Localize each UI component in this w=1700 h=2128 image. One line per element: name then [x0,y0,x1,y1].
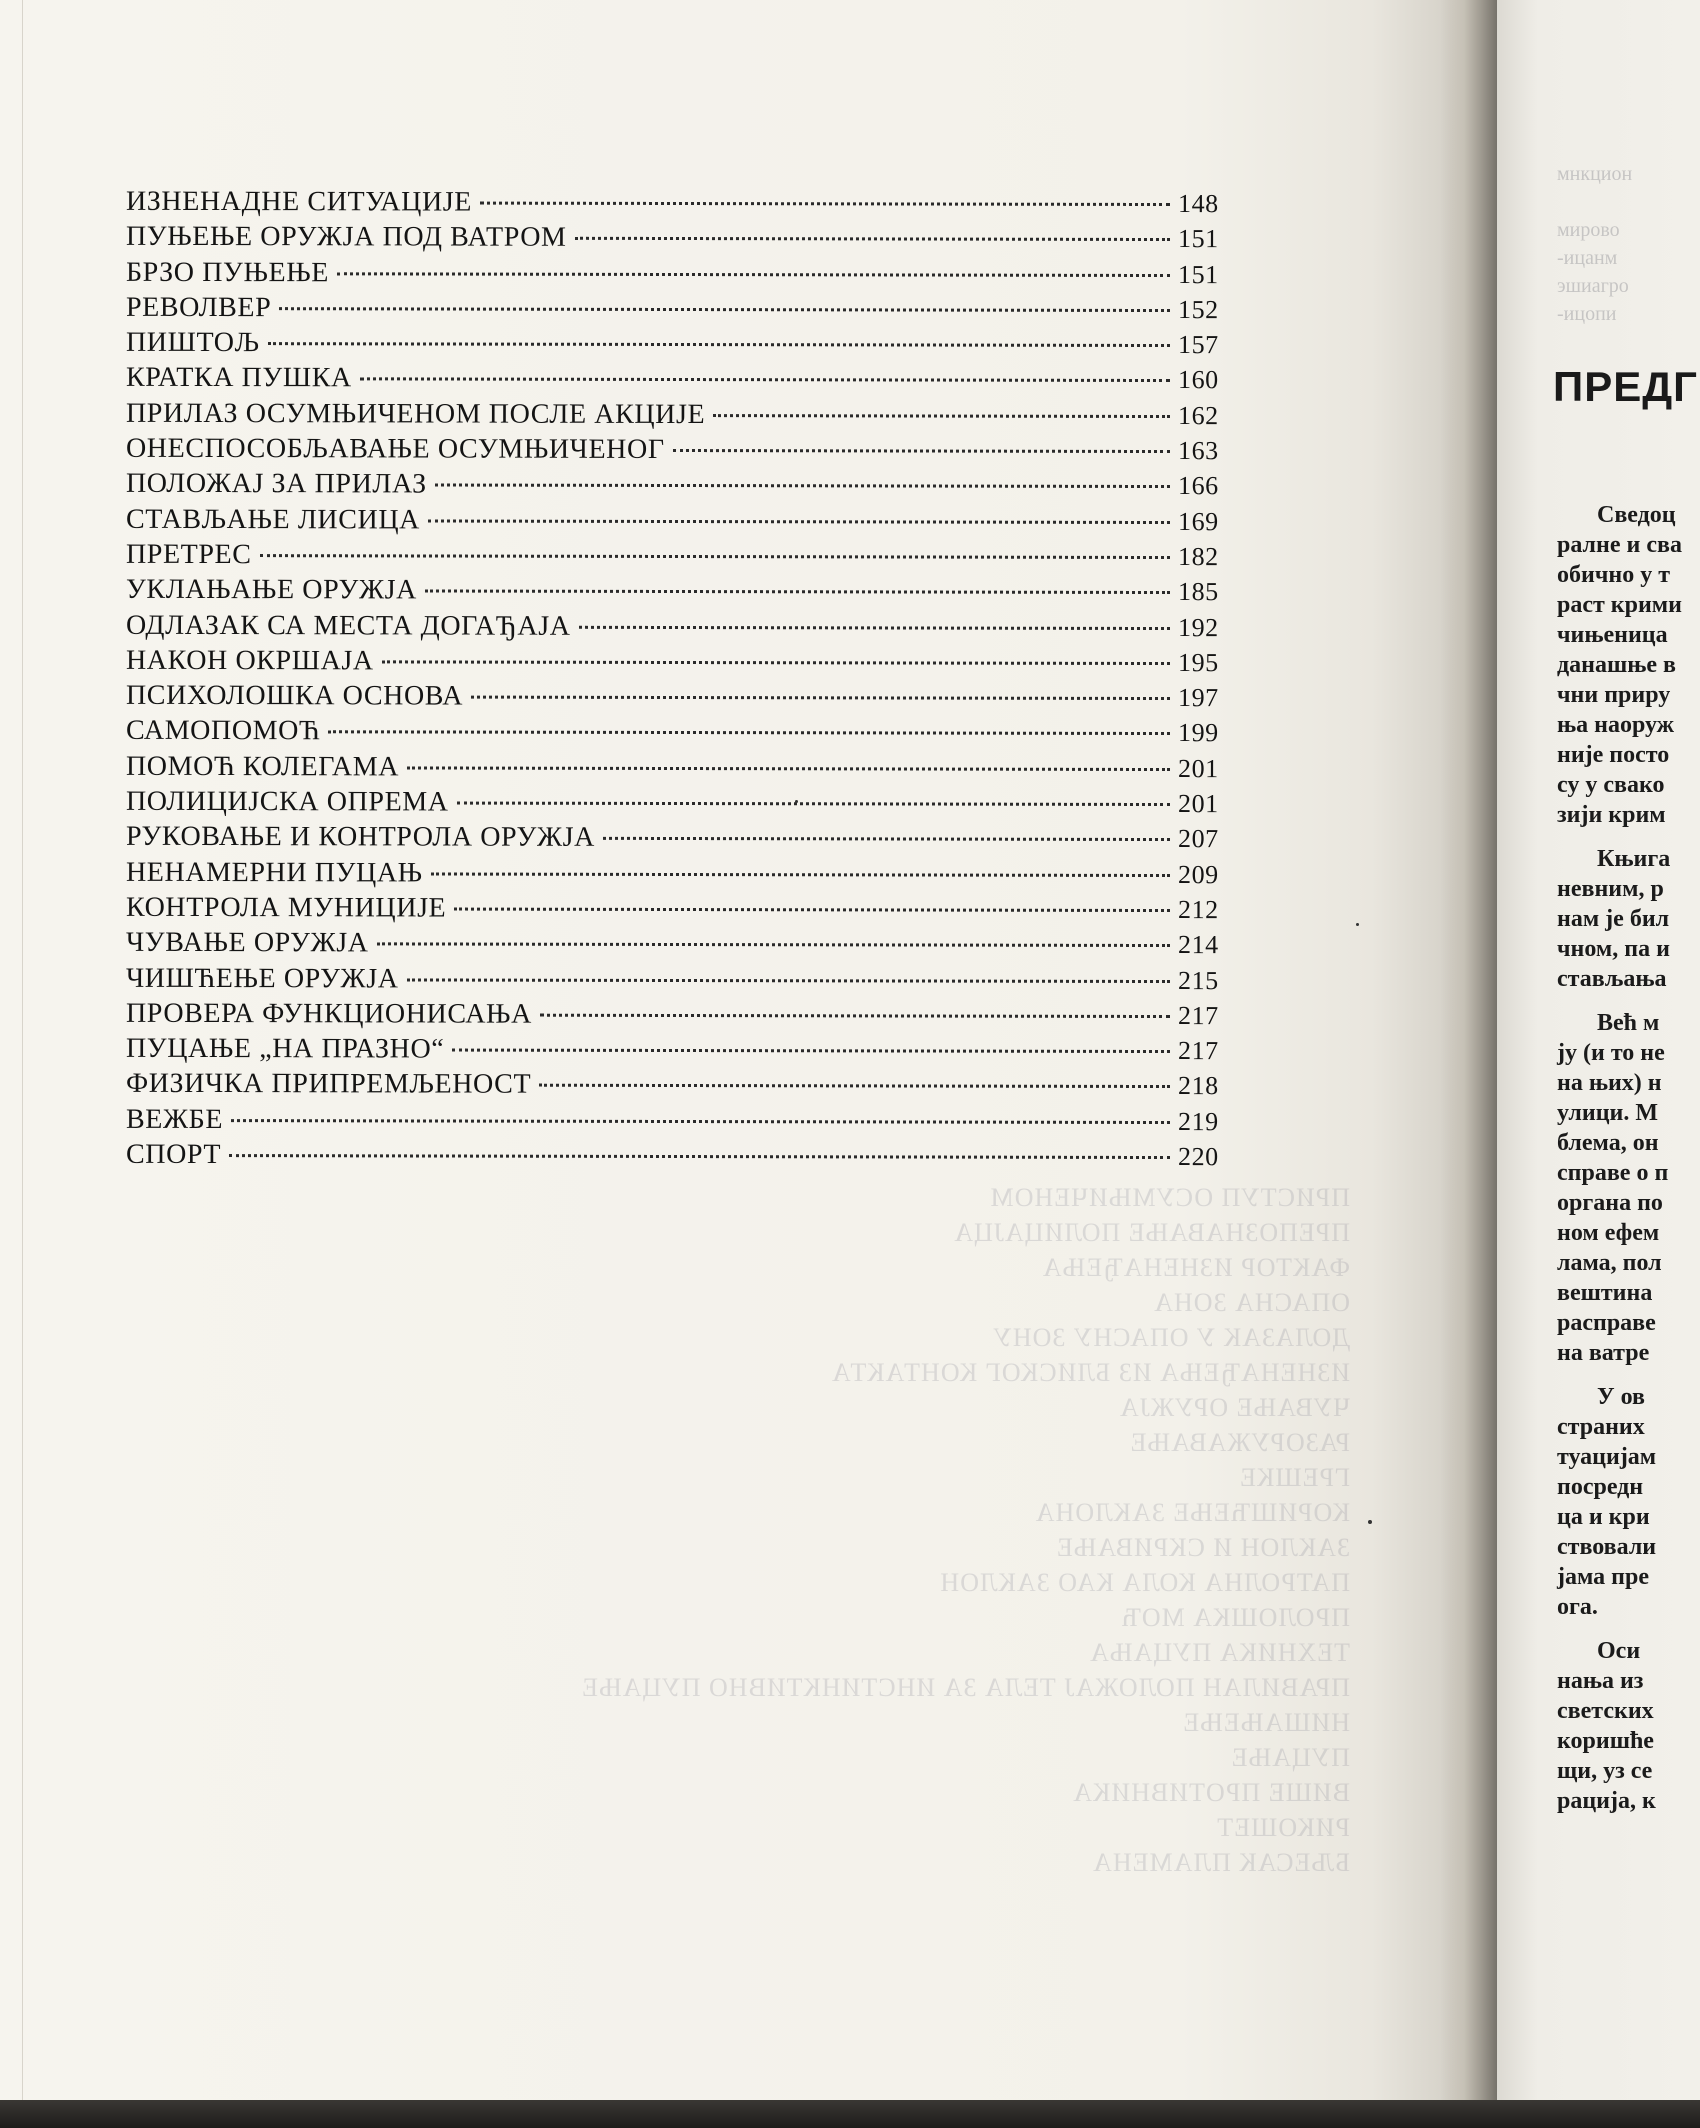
show-through-text: мнкцион мирово -ицанм эшиагро -ицопи [1557,163,1633,325]
toc-entry-page-number: 215 [1177,965,1219,995]
show-through-text: ПРИСТУП ОСУМЊИЧЕНОМ ПРЕПОЗНАВАЊЕ ПОЛИЦАЈЦА ФАКТОР ИЗНЕНАЂЕЊА ОПАСНА ЗОНА ДОЛАЗАК У ОПАСНУ ЗОНУ ИЗНЕНАЂЕЊА ИЗ БЛИСКОГ КОНТАКТА ЧУВАЊЕ ОРУЖЈА РАЗОРУЖАВАЊЕ ГРЕШКЕ КОРИШЋЕЊЕ ЗАКЛОНА ЗАКЛОН И СКРИВАЊЕ ПАТРОЛНА КОЛА КАО ЗАКЛОН ПРОЛОШКА МОЋ ТЕХНИКА ПУЦАЊА ПРАВИЛАН ПОЛОЖАЈ ТЕЛА ЗА ИНСТИНКТИВНО ПУЦАЊЕ НИШАЊЕЊЕ ПУЦАЊЕ ВИШЕ ПРОТИВНИКА РИКОШЕТ БЉЕСАК ПЛАМЕНА [581,1183,1350,1877]
text-line: нања из [1557,1668,1644,1694]
body-text [1557,500,1700,1816]
toc-entry-page-number: 151 [1177,259,1219,289]
text-line: није посто [1557,742,1670,768]
text-line: вештина [1557,1280,1653,1306]
dot-leader [431,872,1170,877]
right-page [1497,0,1700,2110]
text-line: ња наоруж [1557,712,1675,738]
toc-entry [126,398,1226,436]
toc-entry [126,256,1226,294]
toc-entry [126,856,1226,894]
toc-entry-page-number: 160 [1177,365,1219,395]
chapter-heading: ПРЕДГ [1553,363,1698,410]
toc-entry [126,468,1226,506]
toc-entry [126,715,1226,753]
toc-entry-title: ЧИШЋЕЊЕ ОРУЖЈА [125,962,399,994]
toc-entry [126,786,1226,824]
toc-entry [126,504,1226,542]
toc-entry-page-number: 220 [1177,1142,1219,1172]
dot-leader [260,554,1170,559]
dot-leader [579,625,1170,629]
dust-speck [1356,923,1359,926]
toc-entry-page-number: 169 [1177,506,1219,536]
dust-speck [795,800,798,803]
text-line: ју (и то не [1557,1040,1665,1066]
toc-entry [126,433,1226,471]
toc-entry-title: СПОРТ [125,1138,222,1171]
toc-entry-title: ВЕЖБЕ [125,1103,224,1135]
toc-entry-title: РУКОВАЊЕ И КОНТРОЛА ОРУЖЈА [125,821,596,854]
toc-entry-page-number: 212 [1177,894,1219,925]
text-line: Већ м [1597,1010,1660,1036]
text-line: су у свако [1557,772,1665,798]
dot-leader [452,1049,1170,1054]
toc-entry-page-number: 152 [1177,294,1219,325]
dot-leader [328,731,1170,736]
toc-entry-title: УКЛАЊАЊЕ ОРУЖЈА [125,574,418,606]
text-line: расправе [1557,1310,1656,1336]
toc-entry-title: СТАВЉАЊЕ ЛИСИЦА [125,503,421,536]
toc-entry [126,1139,1226,1177]
dot-leader [575,237,1170,241]
dot-leader [407,978,1170,983]
toc-entry [126,645,1226,683]
text-line: ралне и сва [1557,532,1682,558]
toc-entry-title: КОНТРОЛА МУНИЦИЈЕ [125,891,447,924]
toc-entry-page-number: 195 [1177,647,1219,677]
toc-entry-page-number: 218 [1177,1071,1219,1101]
text-line: органа по [1557,1190,1663,1216]
dot-leader [425,590,1170,595]
toc-entry-title: ПУЦАЊЕ „НА ПРАЗНО“ [125,1032,445,1065]
toc-entry-page-number: 197 [1177,683,1219,713]
toc-entry-page-number: 148 [1177,189,1219,219]
toc-entry-page-number: 163 [1177,436,1219,466]
toc-entry [126,1033,1226,1071]
text-line: на ватре [1557,1340,1650,1366]
scan-bottom-edge [0,2100,1700,2128]
toc-entry-title: ПУЊЕЊЕ ОРУЖЈА ПОД ВАТРОМ [125,221,567,254]
toc-entry [126,962,1226,1000]
text-line: нам је бил [1557,906,1670,932]
text-line: рација, к [1557,1788,1656,1814]
dust-speck [1368,1520,1372,1524]
dot-leader [231,1119,1170,1124]
toc-entry-page-number: 207 [1177,824,1219,854]
toc-entry-page-number: 166 [1177,471,1219,501]
dot-leader [229,1154,1170,1159]
text-line: данашње в [1557,652,1676,678]
dot-leader [435,484,1170,489]
text-line: ца и кри [1557,1504,1650,1530]
text-line: невним, р [1557,876,1664,902]
text-line: стављања [1557,966,1667,992]
toc-entry-title: НАКОН ОКРШАЈА [125,644,374,677]
text-line: ога. [1557,1594,1598,1620]
text-line: на њих) н [1557,1070,1662,1096]
dot-leader [377,943,1170,948]
dot-leader [337,272,1170,277]
toc-entry [126,821,1226,859]
toc-entry-title: ИЗНЕНАДНЕ СИТУАЦИЈЕ [125,185,473,218]
toc-entry-title: ЧУВАЊЕ ОРУЖЈА [125,927,369,959]
toc-entry-page-number: 199 [1177,718,1219,748]
text-line: ном ефем [1557,1220,1660,1246]
toc-entry-page-number: 157 [1177,330,1219,360]
toc-entry-page-number: 182 [1177,542,1219,572]
dot-leader [539,1084,1170,1088]
toc-entry [126,574,1226,612]
toc-entry [126,609,1226,647]
toc-entry-title: ПОЛОЖАЈ ЗА ПРИЛАЗ [125,468,427,500]
toc-entry-page-number: 192 [1177,612,1219,642]
toc-entry-title: ПРОВЕРА ФУНКЦИОНИСАЊА [125,997,532,1030]
text-line: светских [1557,1698,1654,1724]
text-line: справе о п [1557,1160,1669,1186]
toc-entry-title: ФИЗИЧКА ПРИПРЕМЉЕНОСТ [125,1068,532,1101]
toc-entry [126,186,1226,224]
text-line: лама, пол [1557,1250,1662,1276]
toc-entry-title: КРАТКА ПУШКА [125,362,352,394]
dot-leader [457,802,1170,806]
toc-entry [126,362,1226,400]
toc-entry-title: РЕВОЛВЕР [125,291,272,324]
book-gutter [1440,0,1500,2110]
text-line: У ов [1597,1384,1645,1410]
toc-entry [126,1104,1226,1142]
dot-leader [268,342,1170,347]
dot-leader [480,202,1170,206]
toc-entry-title: САМОПОМОЋ [125,715,321,747]
toc-entry-title: ОНЕСПОСОБЉАВАЊЕ ОСУМЊИЧЕНОГ [125,432,665,466]
text-line: Сведоц [1597,502,1676,528]
dot-leader [360,378,1170,383]
toc-entry-page-number: 151 [1177,224,1219,254]
text-line: Књига [1597,846,1671,872]
toc-entry-title: ПСИХОЛОШКА ОСНОВА [125,680,464,712]
toc-entry [126,221,1226,259]
toc-entry-title: ПОМОЋ КОЛЕГАМА [125,750,400,783]
toc-entry [126,539,1226,577]
dot-leader [540,1014,1170,1018]
text-line: коришће [1557,1728,1654,1754]
toc-entry-page-number: 209 [1177,859,1219,889]
dot-leader [603,837,1170,841]
text-line: чни приру [1557,682,1671,708]
text-line: обично у т [1557,562,1670,588]
toc-entry-page-number: 185 [1177,577,1219,607]
text-line: ствовали [1557,1534,1657,1560]
dot-leader [454,907,1170,911]
text-line: Оси [1597,1638,1641,1664]
text-line: чињеница [1557,622,1668,648]
toc-entry-title: ПРИЛАЗ ОСУМЊИЧЕНОМ ПОСЛЕ АКЦИЈЕ [125,397,706,430]
toc-entry-title: ПИШТОЉ [125,327,260,359]
text-line: зији крим [1557,802,1666,828]
text-line: чном, па и [1557,936,1670,962]
dot-leader [471,696,1170,700]
toc-entry-title: ОДЛАЗАК СА МЕСТА ДОГАЂАЈА [125,609,571,642]
toc-entry [126,998,1226,1036]
toc-entry-page-number: 162 [1177,400,1219,430]
toc-entry-title: ПРЕТРЕС [125,538,252,571]
toc-entry-page-number: 217 [1177,1036,1219,1066]
toc-entry-page-number: 217 [1177,1000,1219,1030]
toc-entry-page-number: 201 [1177,789,1219,819]
text-line: страних [1557,1414,1645,1440]
text-line: туацијам [1557,1444,1657,1470]
dot-leader [279,307,1170,312]
text-line: блема, он [1557,1130,1659,1156]
toc-entry-title: НЕНАМЕРНИ ПУЦАЊ [125,856,423,889]
dot-leader [407,766,1170,771]
toc-entry-page-number: 214 [1177,930,1219,960]
toc-entry [126,1068,1226,1106]
text-line: раст крими [1557,592,1682,618]
toc-entry [126,892,1226,930]
toc-entry [126,327,1226,365]
dot-leader [382,660,1170,665]
toc-entry-page-number: 201 [1177,753,1219,783]
text-line: щи, уз се [1557,1758,1653,1784]
toc-entry-title: ПОЛИЦИЈСКА ОПРЕМА [125,785,449,818]
dot-leader [428,519,1170,524]
toc-entry [126,680,1226,718]
toc-entry-title: БРЗО ПУЊЕЊЕ [125,256,329,288]
table-of-contents [126,187,1226,1175]
text-line: јама пре [1557,1564,1650,1590]
text-line: посредн [1557,1474,1644,1500]
toc-entry [126,927,1226,965]
text-line: улици. М [1557,1100,1659,1126]
toc-entry-page-number: 219 [1177,1106,1219,1136]
dot-leader [713,414,1170,418]
toc-entry [126,292,1226,330]
dot-leader [673,449,1170,453]
toc-entry [126,751,1226,789]
